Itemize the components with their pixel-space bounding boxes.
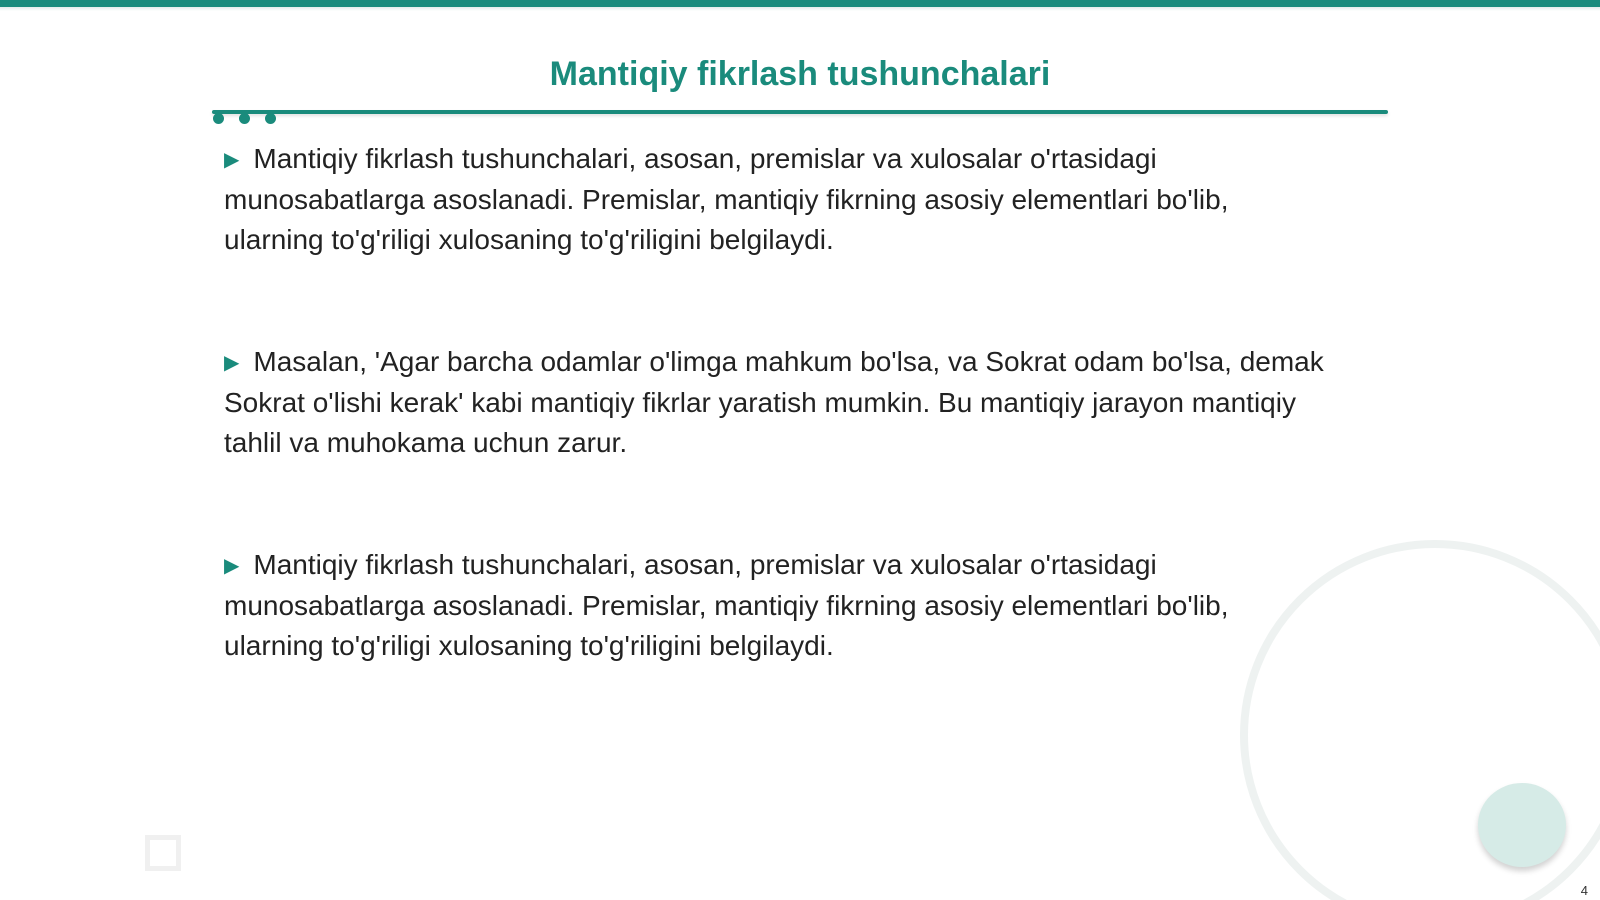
- triangle-right-icon: ▶: [224, 149, 240, 171]
- slide-title: Mantiqiy fikrlash tushunchalari: [549, 55, 1051, 93]
- bullet-item: [224, 545, 1334, 666]
- top-bar-shadow: [0, 7, 1600, 11]
- bullet-text: Masalan, 'Agar barcha odamlar o'limga mahkum bo'lsa, va Sokrat odam bo'lsa, demak Sokrat o'lishi kerak' kabi mantiqiy fikrlar yaratish mumkin. Bu mantiqiy jarayon mantiqiy tahlil va muhokama uchun zarur.: [224, 346, 1324, 458]
- page-number: 4: [1580, 883, 1588, 898]
- top-accent-bar: [0, 0, 1600, 7]
- underline-dot: [239, 113, 250, 124]
- bullet-list: [224, 139, 1334, 748]
- title-underline: [212, 110, 1388, 114]
- triangle-right-icon: ▶: [224, 352, 240, 374]
- decorative-circle: [1478, 783, 1566, 867]
- bullet-text: Mantiqiy fikrlash tushunchalari, asosan, premislar va xulosalar o'rtasidagi munosabatlarga asoslanadi. Premislar, mantiqiy fikrning asosiy elementlari bo'lib, ularning to'g'riligi xulosaning to'g'riligini belgilaydi.: [224, 549, 1229, 661]
- triangle-right-icon: ▶: [224, 555, 240, 577]
- underline-dot: [213, 113, 224, 124]
- underline-dot: [265, 113, 276, 124]
- decorative-square: [145, 835, 181, 871]
- bullet-item: [224, 342, 1334, 463]
- bullet-item: [224, 139, 1334, 260]
- bullet-text: Mantiqiy fikrlash tushunchalari, asosan, premislar va xulosalar o'rtasidagi munosabatlarga asoslanadi. Premislar, mantiqiy fikrning asosiy elementlari bo'lib, ularning to'g'riligi xulosaning to'g'riligini belgilaydi.: [224, 143, 1229, 255]
